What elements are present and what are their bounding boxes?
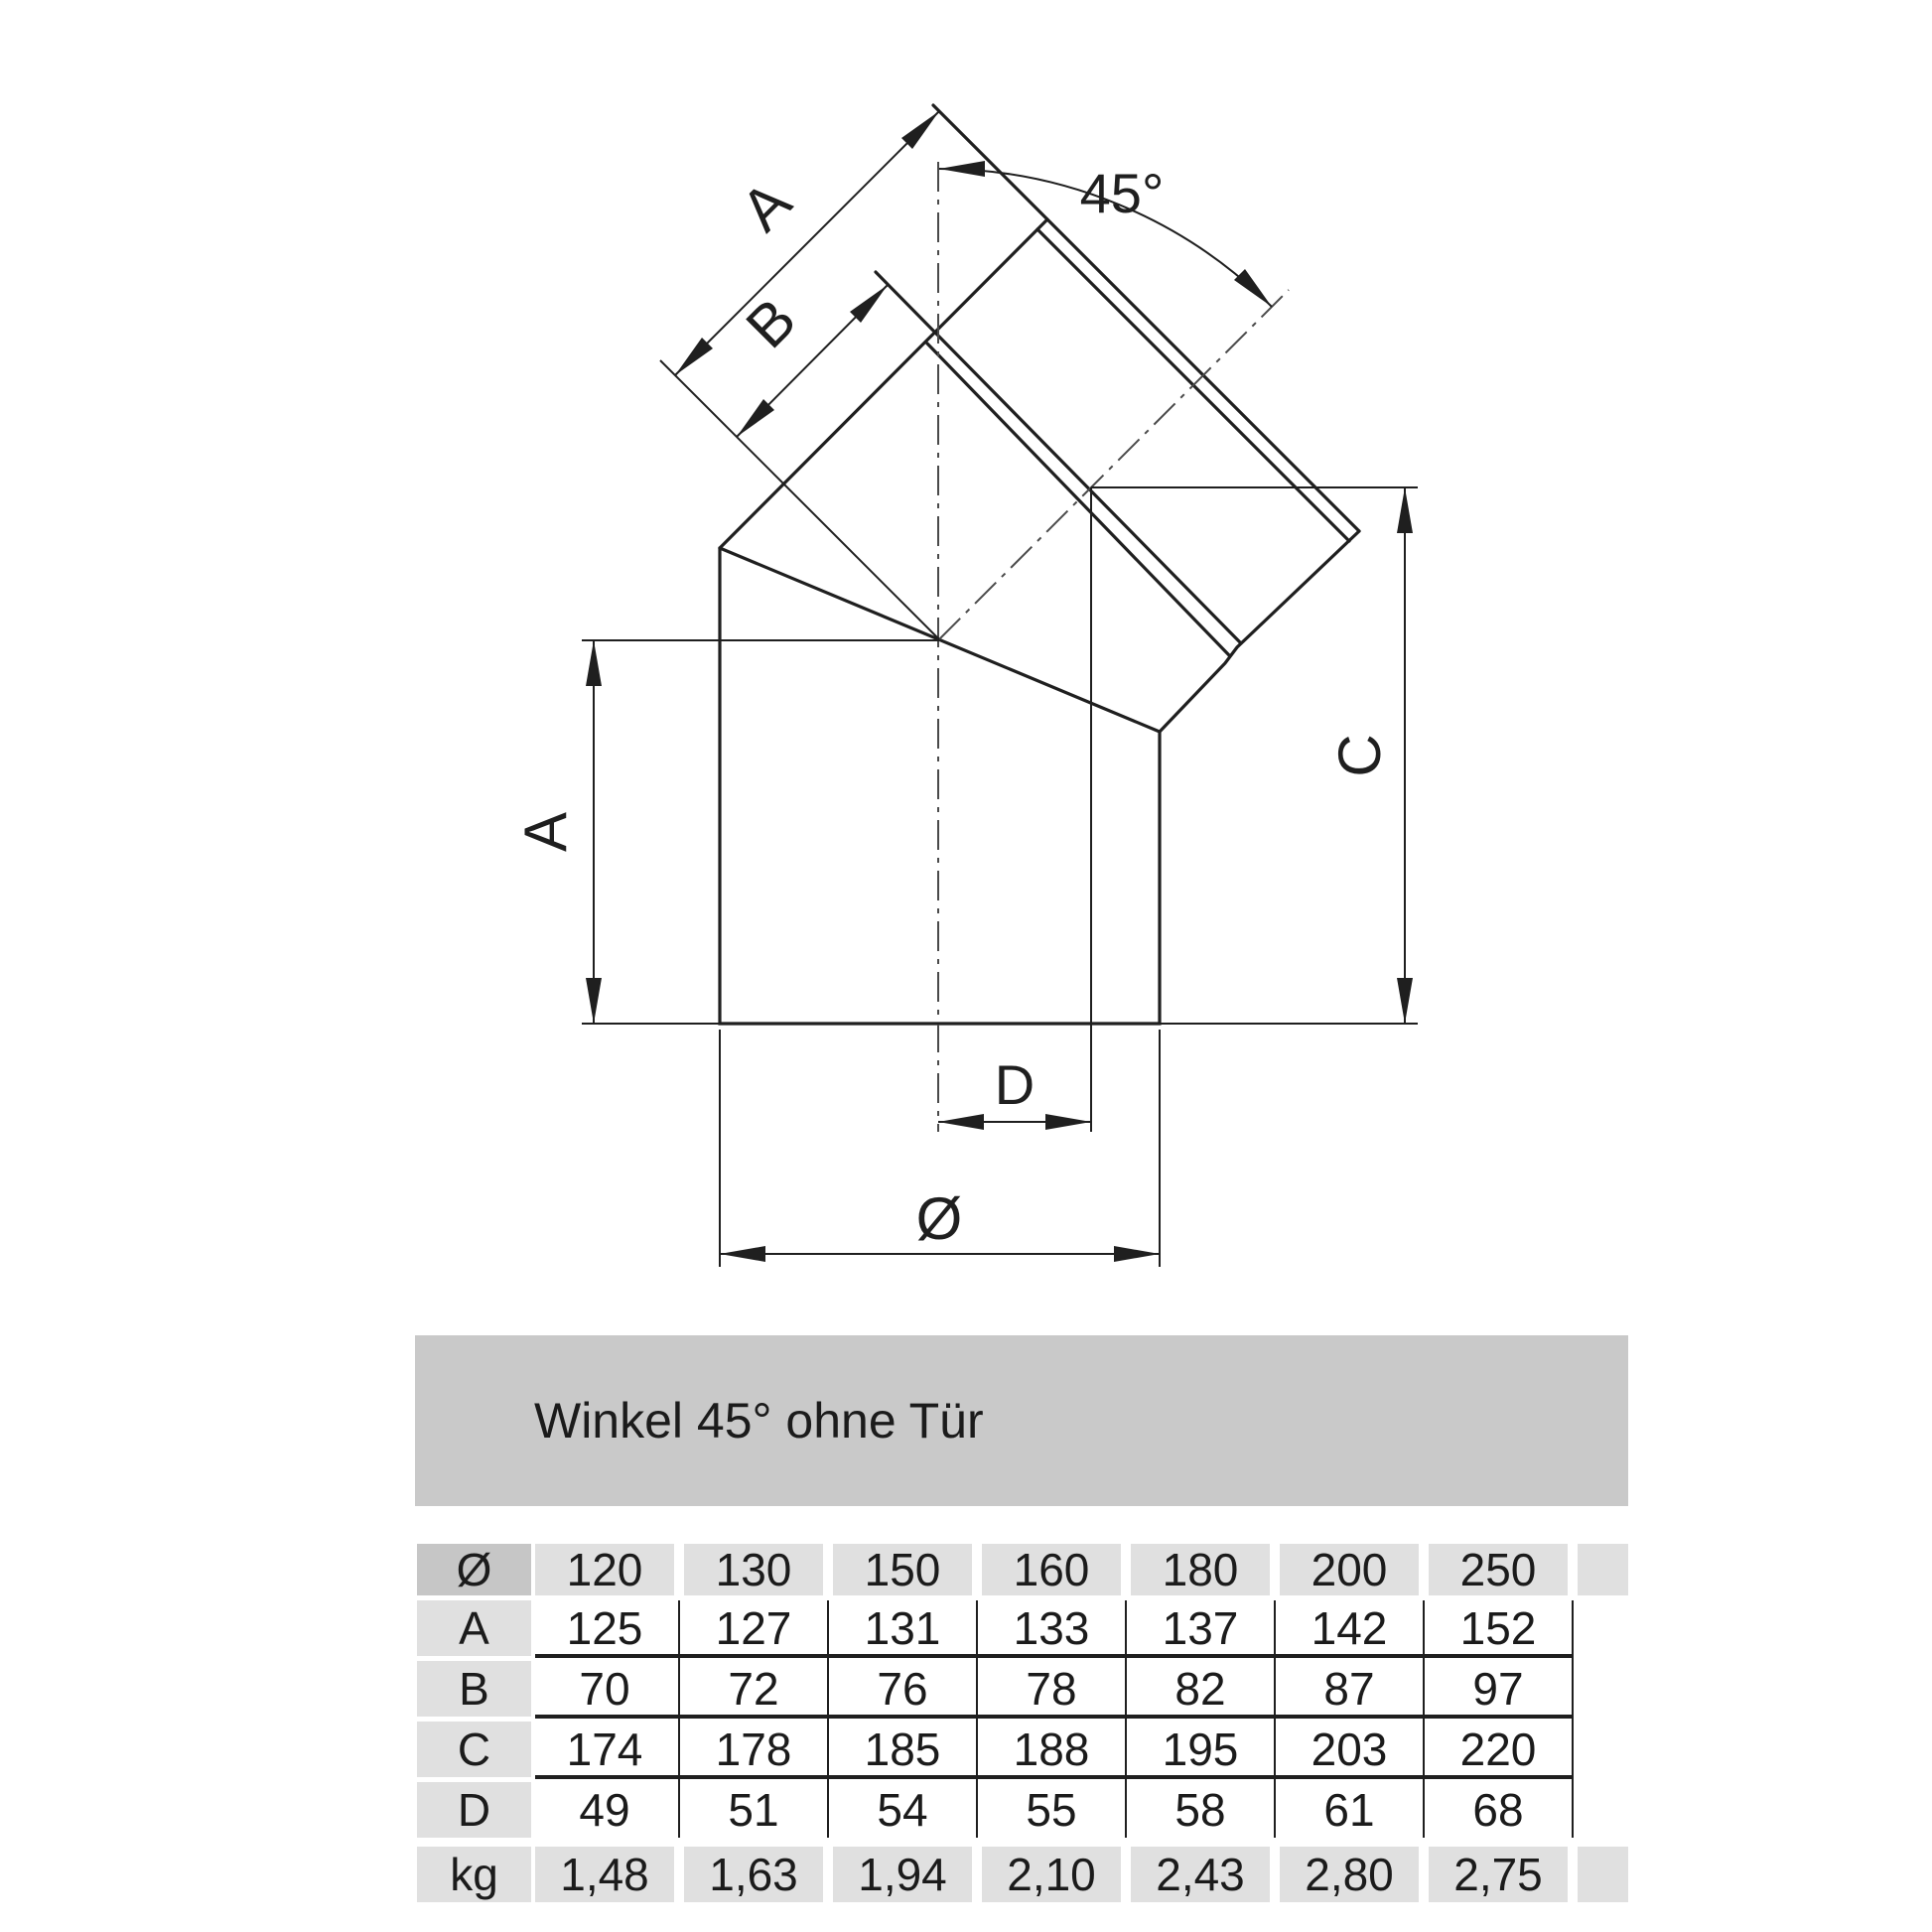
table-column-separator bbox=[1125, 1600, 1127, 1838]
table-column-separator bbox=[976, 1600, 978, 1838]
product-title: Winkel 45° ohne Tür bbox=[534, 1393, 984, 1449]
table-cell: 133 bbox=[982, 1600, 1121, 1656]
table-cell: 2,10 bbox=[982, 1847, 1121, 1902]
table-row-label: D bbox=[417, 1782, 531, 1838]
dim-label-d: D bbox=[994, 1053, 1035, 1116]
table-cell: 125 bbox=[535, 1600, 674, 1656]
table-cell: 61 bbox=[1280, 1782, 1419, 1838]
dim-label-b-diagonal: B bbox=[733, 285, 809, 361]
table-cell: 1,94 bbox=[833, 1847, 972, 1902]
table-cell: 174 bbox=[535, 1722, 674, 1777]
table-cell: 131 bbox=[833, 1600, 972, 1656]
table-cell: 127 bbox=[684, 1600, 823, 1656]
pipe-outline bbox=[720, 105, 1359, 1024]
angle-label: 45° bbox=[1079, 162, 1165, 224]
table-cell: 76 bbox=[833, 1661, 972, 1717]
product-title-bar bbox=[415, 1335, 1628, 1506]
table-column-separator bbox=[827, 1600, 829, 1838]
table-cell: 68 bbox=[1429, 1782, 1568, 1838]
table-cell: 220 bbox=[1429, 1722, 1568, 1777]
table-row-label: B bbox=[417, 1661, 531, 1717]
table-cell: 137 bbox=[1131, 1600, 1270, 1656]
table-cell: 54 bbox=[833, 1782, 972, 1838]
table-header-cell: 180 bbox=[1131, 1544, 1270, 1595]
table-cell: 70 bbox=[535, 1661, 674, 1717]
table-cell: 203 bbox=[1280, 1722, 1419, 1777]
table-cell: 1,63 bbox=[684, 1847, 823, 1902]
table-column-separator bbox=[1274, 1600, 1276, 1838]
table-cell: 2,43 bbox=[1131, 1847, 1270, 1902]
table-cell: 49 bbox=[535, 1782, 674, 1838]
table-row-rule bbox=[535, 1654, 1574, 1658]
table-row-label: Ø bbox=[417, 1544, 531, 1595]
table-cell: 195 bbox=[1131, 1722, 1270, 1777]
table-cell: 2,75 bbox=[1429, 1847, 1568, 1902]
table-cell: 82 bbox=[1131, 1661, 1270, 1717]
dim-label-a-vertical: A bbox=[512, 811, 579, 853]
table-row-label: kg bbox=[417, 1847, 531, 1902]
table-column-separator bbox=[1423, 1600, 1425, 1838]
table-cell: 87 bbox=[1280, 1661, 1419, 1717]
table-cell: 188 bbox=[982, 1722, 1121, 1777]
table-cell: 185 bbox=[833, 1722, 972, 1777]
dim-label-c-vertical: C bbox=[1326, 734, 1393, 777]
table-cell: 1,48 bbox=[535, 1847, 674, 1902]
table-cell: 72 bbox=[684, 1661, 823, 1717]
table-header-cell: 200 bbox=[1280, 1544, 1419, 1595]
table-cell: 2,80 bbox=[1280, 1847, 1419, 1902]
table-header-cell: 120 bbox=[535, 1544, 674, 1595]
dimension-labels bbox=[512, 162, 1393, 1252]
table-cell: 97 bbox=[1429, 1661, 1568, 1717]
table-column-separator bbox=[1572, 1600, 1574, 1838]
table-header-cell-empty bbox=[1578, 1544, 1628, 1595]
table-row-rule bbox=[535, 1775, 1574, 1779]
table-cell: 178 bbox=[684, 1722, 823, 1777]
table-column-separator bbox=[678, 1600, 680, 1838]
dim-label-diameter: Ø bbox=[915, 1185, 963, 1252]
table-cell: 51 bbox=[684, 1782, 823, 1838]
dimension-table bbox=[417, 1544, 1638, 1906]
table-row-label: C bbox=[417, 1722, 531, 1777]
table-cell: 152 bbox=[1429, 1600, 1568, 1656]
table-header-cell: 160 bbox=[982, 1544, 1121, 1595]
table-cell: 78 bbox=[982, 1661, 1121, 1717]
dim-label-a-diagonal: A bbox=[728, 168, 804, 244]
table-cell: 142 bbox=[1280, 1600, 1419, 1656]
table-header-cell: 130 bbox=[684, 1544, 823, 1595]
inclined-centerline bbox=[939, 290, 1289, 639]
table-header-cell: 250 bbox=[1429, 1544, 1568, 1595]
table-cell: 55 bbox=[982, 1782, 1121, 1838]
table-row-rule bbox=[535, 1715, 1574, 1719]
table-row-label: A bbox=[417, 1600, 531, 1656]
table-header-cell: 150 bbox=[833, 1544, 972, 1595]
table-cell-empty bbox=[1578, 1847, 1628, 1902]
table-cell: 58 bbox=[1131, 1782, 1270, 1838]
